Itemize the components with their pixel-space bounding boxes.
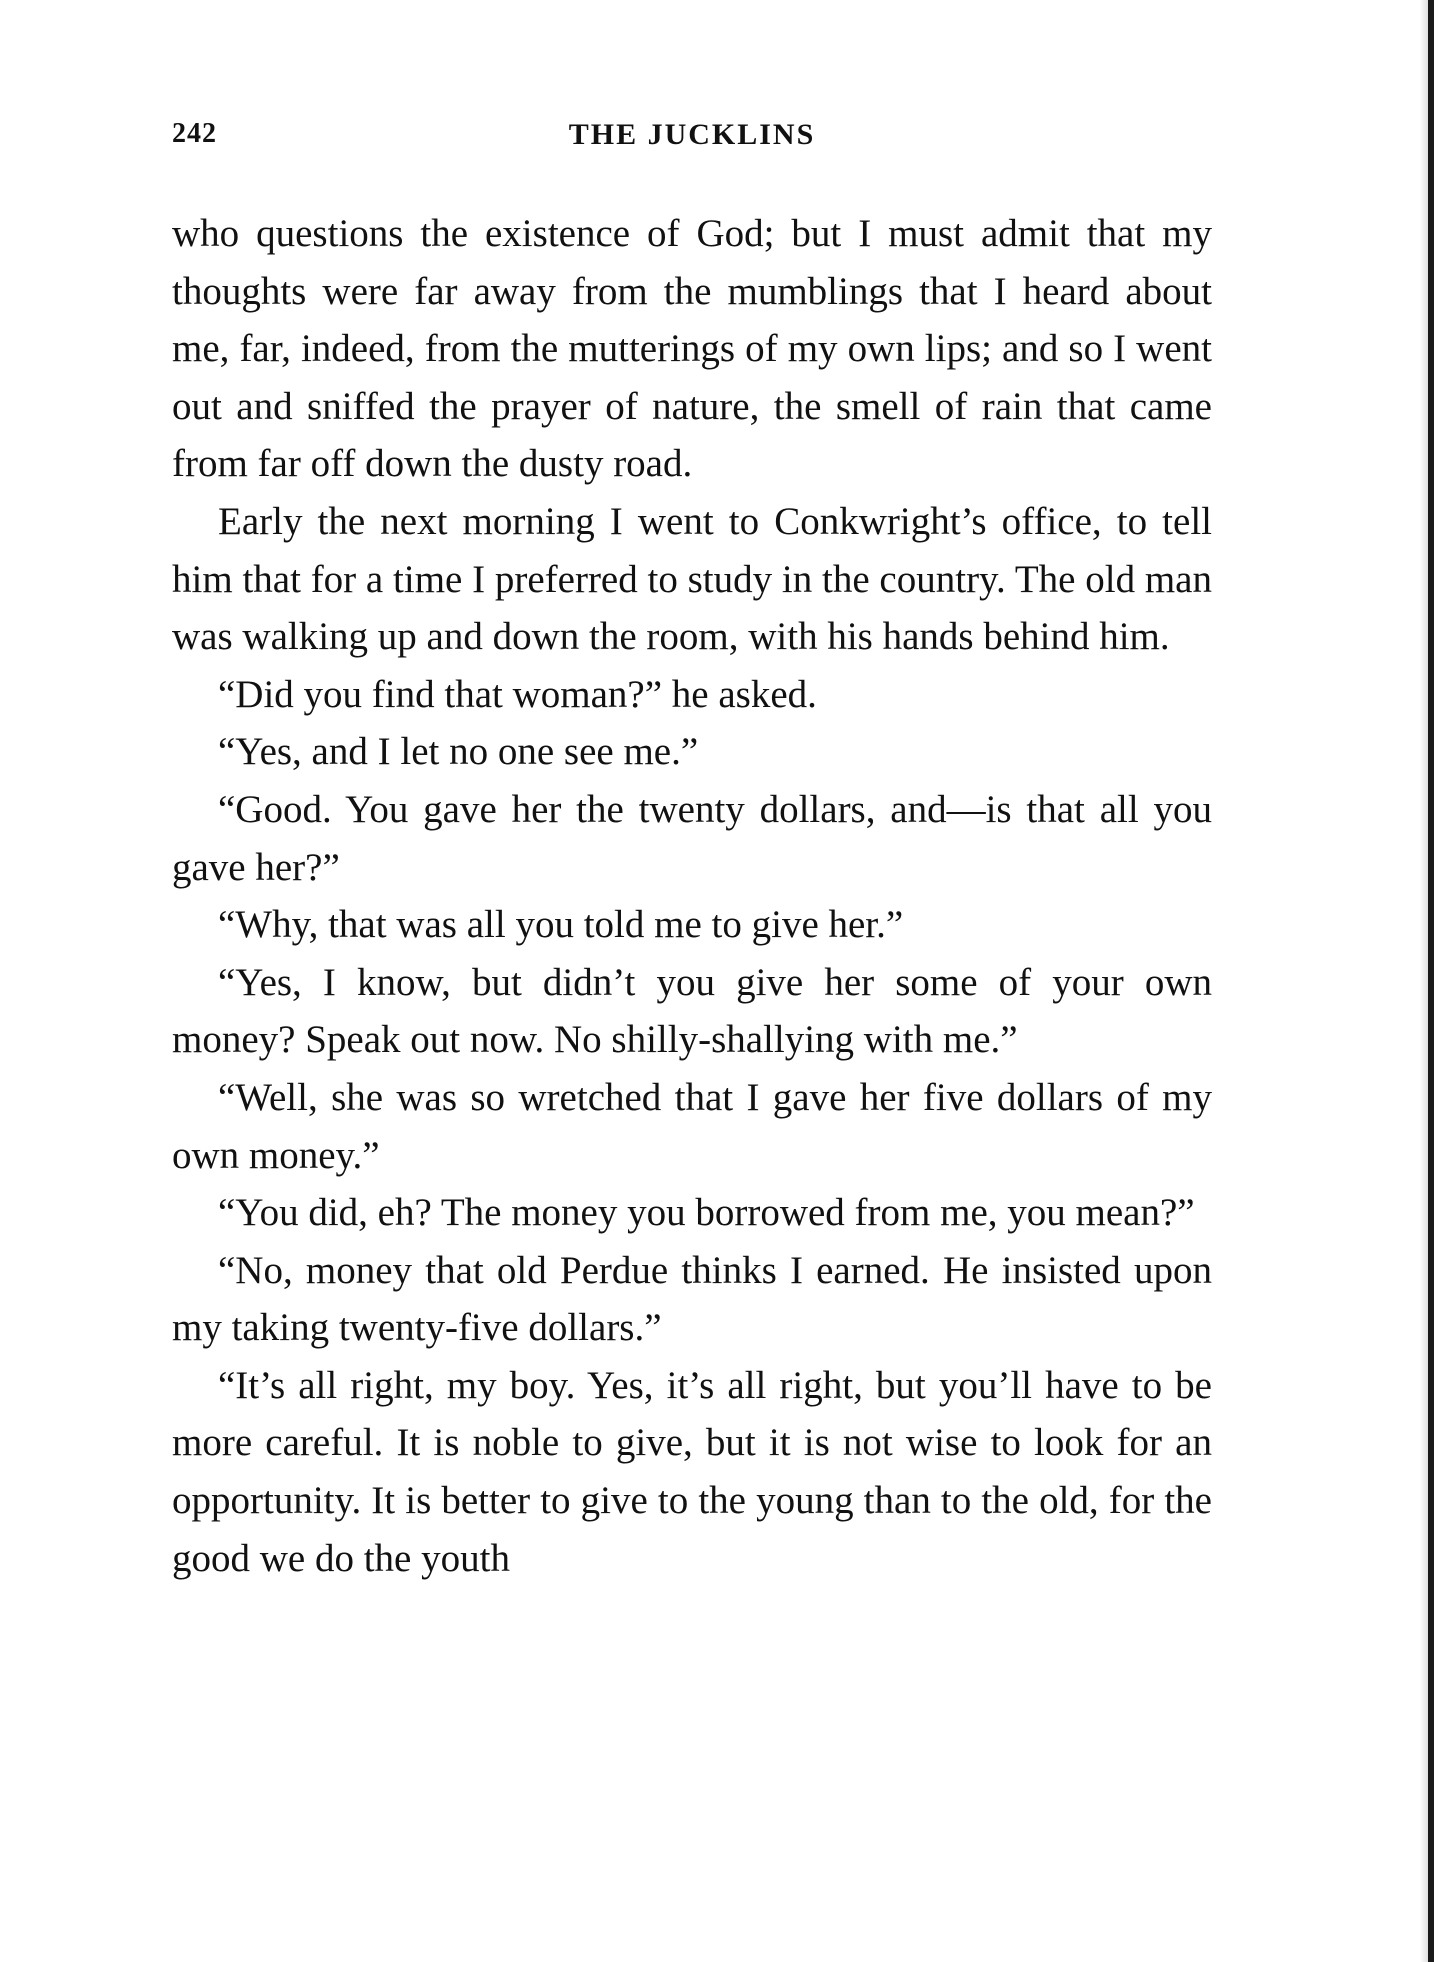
dialogue-line: “You did, eh? The money you borrowed from me, you mean?” (218, 1191, 1195, 1235)
paragraph-continued: who questions the existence of God; but I must admit that my thoughts were far away from the mumblings that I heard about me, far, indeed, from the mutterings of my own lips; and so I went out and sniffed the prayer of nature, the smell of rain that came from far off down the dusty road. (172, 212, 1212, 486)
binding-edge (1428, 0, 1434, 1962)
body-text (172, 205, 1212, 1587)
paragraph: Early the next morning I went to Conkwright’s office, to tell him that for a time I preferred to study in the country. The old man was walking up and down the room, with his hands behind him. (172, 499, 1212, 659)
dialogue-line: “Why, that was all you told me to give her.” (218, 903, 904, 947)
dialogue-line: “Good. You gave her the twenty dollars, and—is that all you gave her?” (172, 787, 1212, 889)
dialogue-line: “It’s all right, my boy. Yes, it’s all right, but you’ll have to be more careful. It is noble to give, but it is not wise to look for an opportunity. It is better to give to the young than to the old, for the good we do the youth (172, 1363, 1212, 1580)
dialogue-line: “Did you find that woman?” he asked. (218, 672, 817, 716)
dialogue-line: “Yes, I know, but didn’t you give her some of your own money? Speak out now. No shilly-shallying with me.” (172, 960, 1212, 1062)
running-title: THE JUCKLINS (568, 118, 816, 151)
binding-shadow (1420, 0, 1428, 1962)
dialogue-line: “Well, she was so wretched that I gave her five dollars of my own money.” (172, 1075, 1212, 1177)
page-number: 242 (172, 118, 217, 149)
dialogue-line: “Yes, and I let no one see me.” (218, 730, 699, 774)
dialogue-line: “No, money that old Perdue thinks I earned. He insisted upon my taking twenty-five dollars.” (172, 1248, 1212, 1350)
running-head (172, 118, 1212, 162)
